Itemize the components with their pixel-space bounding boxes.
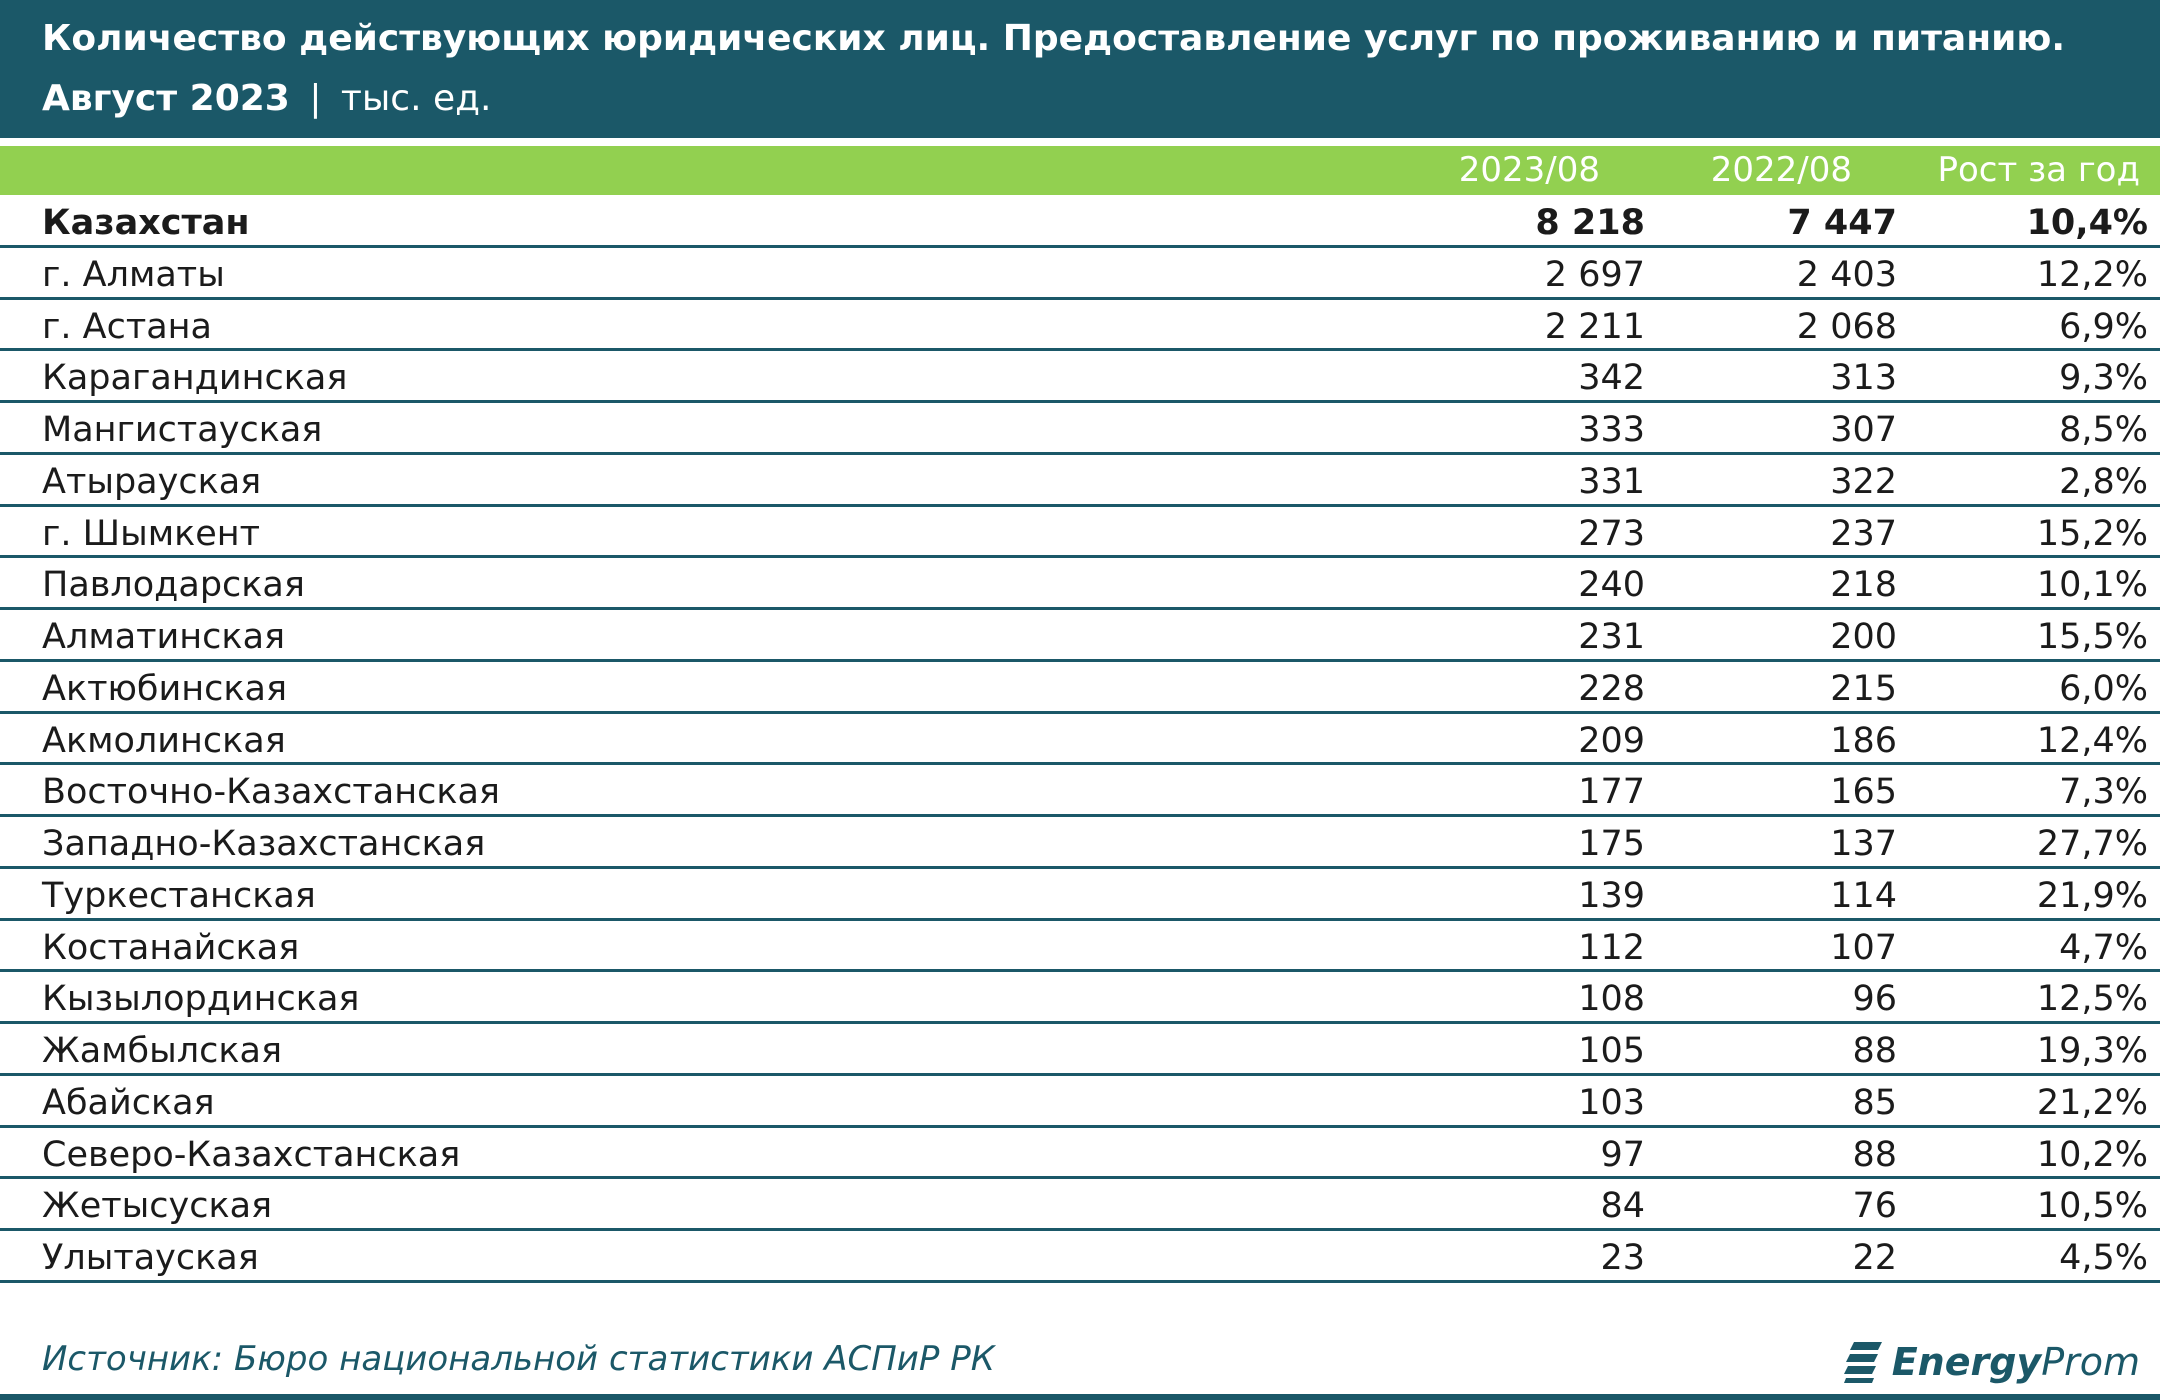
value-2022: 313 bbox=[1830, 358, 1897, 399]
region-name: Северо-Казахстанская bbox=[42, 1134, 461, 1175]
page-subtitle bbox=[42, 78, 491, 119]
column-header-bar bbox=[0, 146, 2160, 195]
unit-label: тыс. ед. bbox=[340, 78, 492, 119]
value-2022: 76 bbox=[1852, 1186, 1897, 1227]
period-label: Август 2023 bbox=[42, 78, 290, 119]
value-2023: 175 bbox=[1578, 824, 1645, 864]
growth-value: 15,2% bbox=[2036, 513, 2148, 554]
table-row bbox=[0, 610, 2160, 662]
value-2023: 177 bbox=[1578, 772, 1645, 813]
growth-value: 7,3% bbox=[2059, 772, 2148, 813]
table-row bbox=[0, 1024, 2160, 1076]
page-title: Количество действующих юридических лиц. Предоставление услуг по проживанию и питанию. bbox=[42, 18, 2065, 59]
region-name: г. Шымкент bbox=[42, 513, 261, 554]
region-name: Абайская bbox=[42, 1082, 215, 1123]
growth-value: 9,3% bbox=[2059, 358, 2148, 399]
region-name: г. Алматы bbox=[42, 254, 225, 295]
value-2022: 2 403 bbox=[1796, 254, 1897, 295]
value-2022: 165 bbox=[1830, 772, 1897, 813]
value-2022: 186 bbox=[1830, 720, 1897, 761]
region-name: Улытауская bbox=[42, 1238, 259, 1278]
value-2022: 22 bbox=[1852, 1238, 1897, 1278]
region-name: Акмолинская bbox=[42, 720, 286, 761]
table-row bbox=[0, 714, 2160, 766]
region-name: Павлодарская bbox=[42, 565, 305, 606]
value-2022: 307 bbox=[1830, 410, 1897, 450]
logo-light-part: Prom bbox=[2041, 1340, 2140, 1384]
growth-value: 12,2% bbox=[2036, 254, 2148, 295]
logo-bold-part: Energy bbox=[1891, 1340, 2042, 1384]
region-name: Костанайская bbox=[42, 927, 300, 968]
region-name: Атырауская bbox=[42, 461, 262, 502]
value-2023: 231 bbox=[1578, 617, 1645, 657]
logo-wordmark bbox=[1892, 1340, 2140, 1384]
growth-value: 10,4% bbox=[2026, 203, 2148, 243]
growth-value: 21,9% bbox=[2036, 875, 2148, 916]
value-2022: 137 bbox=[1830, 824, 1897, 864]
region-name: Алматинская bbox=[42, 617, 286, 657]
value-2022: 114 bbox=[1830, 875, 1897, 916]
table-row bbox=[0, 1128, 2160, 1180]
value-2022: 88 bbox=[1852, 1031, 1897, 1071]
value-2023: 240 bbox=[1578, 565, 1645, 606]
region-name: Казахстан bbox=[42, 203, 250, 243]
value-2023: 23 bbox=[1600, 1238, 1645, 1278]
subtitle-separator: | bbox=[309, 78, 322, 119]
growth-value: 8,5% bbox=[2059, 410, 2148, 450]
growth-value: 12,5% bbox=[2036, 979, 2148, 1020]
value-2023: 139 bbox=[1578, 875, 1645, 916]
value-2023: 103 bbox=[1578, 1082, 1645, 1123]
value-2023: 342 bbox=[1578, 358, 1645, 399]
table-row bbox=[0, 300, 2160, 352]
region-name: Восточно-Казахстанская bbox=[42, 772, 500, 813]
data-table bbox=[0, 196, 2160, 1283]
growth-value: 15,5% bbox=[2036, 617, 2148, 657]
table-row bbox=[0, 558, 2160, 610]
region-name: г. Астана bbox=[42, 306, 212, 347]
table-row bbox=[0, 662, 2160, 714]
bottom-rule bbox=[0, 1394, 2160, 1400]
growth-value: 4,7% bbox=[2059, 927, 2148, 968]
value-2023: 228 bbox=[1578, 668, 1645, 709]
value-2022: 85 bbox=[1852, 1082, 1897, 1123]
table-row bbox=[0, 1179, 2160, 1231]
value-2022: 200 bbox=[1830, 617, 1897, 657]
growth-value: 19,3% bbox=[2036, 1031, 2148, 1071]
growth-value: 6,9% bbox=[2059, 306, 2148, 347]
table-row bbox=[0, 765, 2160, 817]
value-2023: 2 211 bbox=[1544, 306, 1645, 347]
table-row bbox=[0, 403, 2160, 455]
region-name: Кызылординская bbox=[42, 979, 360, 1020]
value-2023: 331 bbox=[1578, 461, 1645, 502]
growth-value: 12,4% bbox=[2036, 720, 2148, 761]
growth-value: 27,7% bbox=[2036, 824, 2148, 864]
value-2023: 209 bbox=[1578, 720, 1645, 761]
value-2023: 333 bbox=[1578, 410, 1645, 450]
value-2023: 112 bbox=[1578, 927, 1645, 968]
value-2023: 2 697 bbox=[1544, 254, 1645, 295]
region-name: Туркестанская bbox=[42, 875, 316, 916]
column-header-2022: 2022/08 bbox=[1710, 150, 1852, 190]
column-header-growth: Рост за год bbox=[1937, 150, 2140, 190]
value-2022: 215 bbox=[1830, 668, 1897, 709]
table-row bbox=[0, 972, 2160, 1024]
energyprom-logo-icon bbox=[1844, 1340, 1884, 1384]
growth-value: 21,2% bbox=[2036, 1082, 2148, 1123]
growth-value: 2,8% bbox=[2059, 461, 2148, 502]
value-2022: 107 bbox=[1830, 927, 1897, 968]
table-row bbox=[0, 817, 2160, 869]
value-2023: 84 bbox=[1600, 1186, 1645, 1227]
region-name: Карагандинская bbox=[42, 358, 348, 399]
table-row bbox=[0, 351, 2160, 403]
value-2022: 7 447 bbox=[1787, 203, 1897, 243]
table-row bbox=[0, 1231, 2160, 1283]
region-name: Жетысуская bbox=[42, 1186, 273, 1227]
growth-value: 10,5% bbox=[2036, 1186, 2148, 1227]
region-name: Западно-Казахстанская bbox=[42, 824, 486, 864]
value-2022: 2 068 bbox=[1796, 306, 1897, 347]
table-row bbox=[0, 507, 2160, 559]
growth-value: 4,5% bbox=[2059, 1238, 2148, 1278]
value-2023: 8 218 bbox=[1535, 203, 1645, 243]
table-row bbox=[0, 869, 2160, 921]
footer bbox=[0, 1331, 2160, 1400]
column-header-2023: 2023/08 bbox=[1458, 150, 1600, 190]
region-name: Актюбинская bbox=[42, 668, 288, 709]
table-row bbox=[0, 248, 2160, 300]
value-2022: 88 bbox=[1852, 1134, 1897, 1175]
value-2023: 97 bbox=[1600, 1134, 1645, 1175]
value-2023: 273 bbox=[1578, 513, 1645, 554]
header-gap bbox=[0, 138, 2160, 146]
value-2022: 96 bbox=[1852, 979, 1897, 1020]
value-2023: 108 bbox=[1578, 979, 1645, 1020]
growth-value: 6,0% bbox=[2059, 668, 2148, 709]
table-row bbox=[0, 921, 2160, 973]
value-2022: 322 bbox=[1830, 461, 1897, 502]
value-2022: 218 bbox=[1830, 565, 1897, 606]
growth-value: 10,2% bbox=[2036, 1134, 2148, 1175]
region-name: Мангистауская bbox=[42, 410, 323, 450]
table-row bbox=[0, 1076, 2160, 1128]
source-note: Источник: Бюро национальной статистики АСПиР РК bbox=[42, 1339, 995, 1379]
energyprom-logo bbox=[1844, 1337, 2140, 1387]
total-row bbox=[0, 196, 2160, 248]
value-2023: 105 bbox=[1578, 1031, 1645, 1071]
table-row bbox=[0, 455, 2160, 507]
growth-value: 10,1% bbox=[2036, 565, 2148, 606]
table-header bbox=[0, 0, 2160, 138]
value-2022: 237 bbox=[1830, 513, 1897, 554]
region-name: Жамбылская bbox=[42, 1031, 283, 1071]
